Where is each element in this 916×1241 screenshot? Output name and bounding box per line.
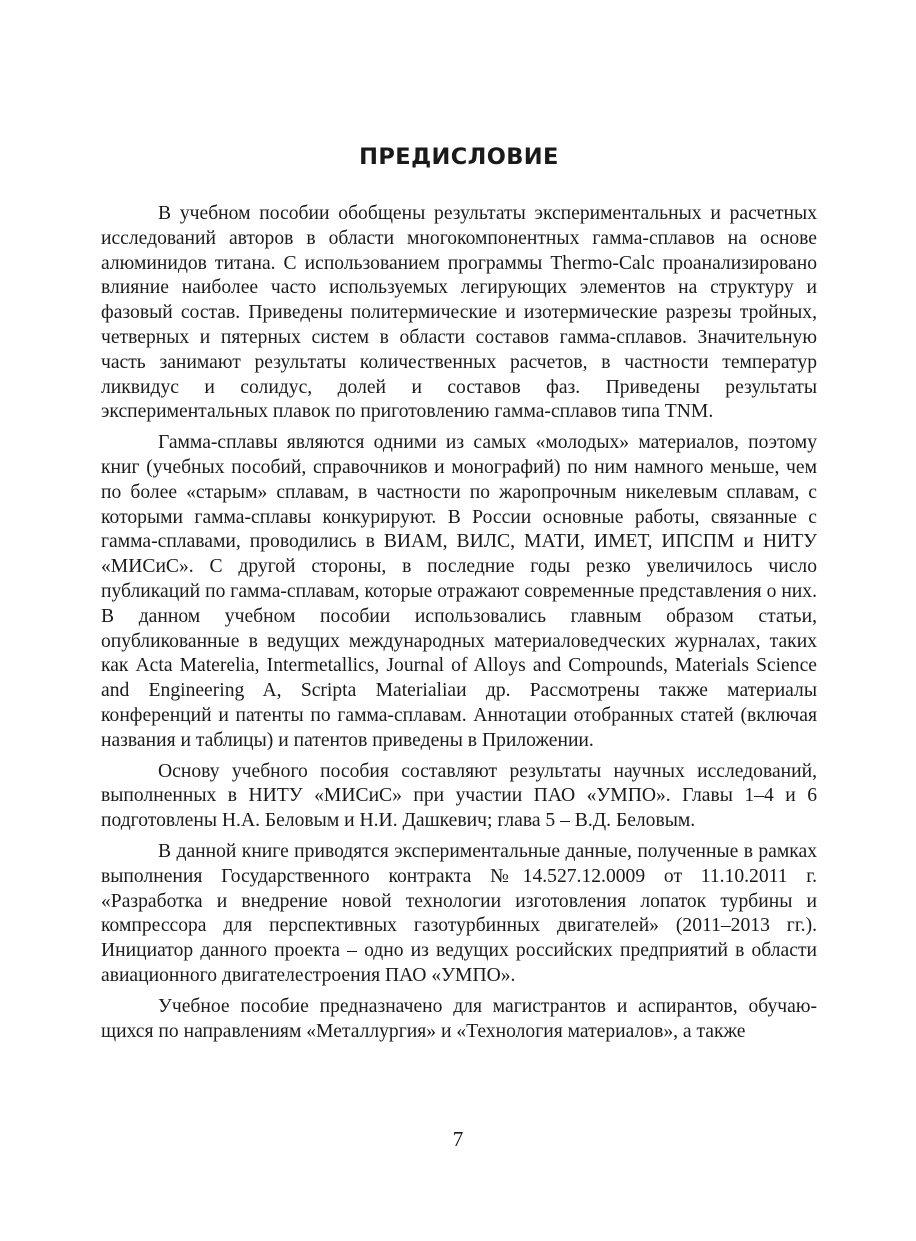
paragraph-5: Учебное пособие предназначено для магистрантов и аспирантов, обучающихся по направлениям «Металлургия» и «Технология материалов», а также [101, 995, 817, 1042]
paragraph-4: В данной книге приводятся экспериментальные данные, полученные в рамках выполнения Государственного контракта №14.527.12.0009 от 11.10.2011 г. «Разработка и внедрение новой технологии изготовления лопаток турбины и компрессора для перспективных газотурбинных двигателей» (2011–2013 гг.). Инициатор данного проекта – одно из ведущих российских предприятий в области авиационного двигателестроения ПАО «УМПО». [101, 840, 817, 986]
page-title: ПРЕДИСЛОВИЕ [359, 144, 559, 170]
document-page [101, 138, 817, 1044]
paragraph-1: В учебном пособии обобщены результаты экспериментальных и расчетных исследований авторов в области многокомпонентных гамма-сплавов на основе алюминидов титана. С использованием программы Thermo-Calc проанализировано влияние наиболее часто используемых легирующих элементов на структуру и фазовый состав. Приведены политермические и изотермические разрезы тройных, четверных и пятерных систем в области составов гамма-сплавов. Значительную часть занимают результаты количественных расчетов, в частности температур ликвидус и солидус, долей и составов фаз. Приведены результаты экспериментальных плавок по приготовлению гамма-сплавов типа TNM. [101, 203, 817, 423]
page-number: 7 [452, 1127, 464, 1151]
paragraph-2: Гамма-сплавы являются одними из самых «молодых» материалов, поэтому книг (учебных пособий, справочников и монографий) по ним намного меньше, чем по более «старым» сплавам, в частности по жаропрочным никелевым сплавам, с которыми гамма-сплавы конкурируют. В России основные работы, связанные с гамма-сплавами, проводились в ВИАМ, ВИЛС, МАТИ, ИМЕТ, ИПСПМ и НИТУ «МИСиС». С другой стороны, в последние годы резко увеличилось число публикаций по гамма-сплавам, которые отражают современные представления о них. В данном учебном пособии использовались главным образом статьи, опубликованные в ведущих международных материаловедческих журналах, таких как Acta Materelia, Intermetallics, Journal of Alloys and Compounds, Materials Science and Engineering A, Scripta Materialiаи др. Рассмотрены также материалы конференций и патенты по гамма-сплавам. Аннотации отобранных статей (включая названия и таблицы) и патентов приведены в Приложении. [101, 432, 817, 751]
paragraph-3: Основу учебного пособия составляют результаты научных исследований, выполненных в НИТУ «МИСиС» при участии ПАО «УМПО». Главы 1–4 и 6 подготовлены Н.А. Беловым и Н.И. Дашкевич; глава 5 – В.Д. Беловым. [101, 760, 817, 832]
